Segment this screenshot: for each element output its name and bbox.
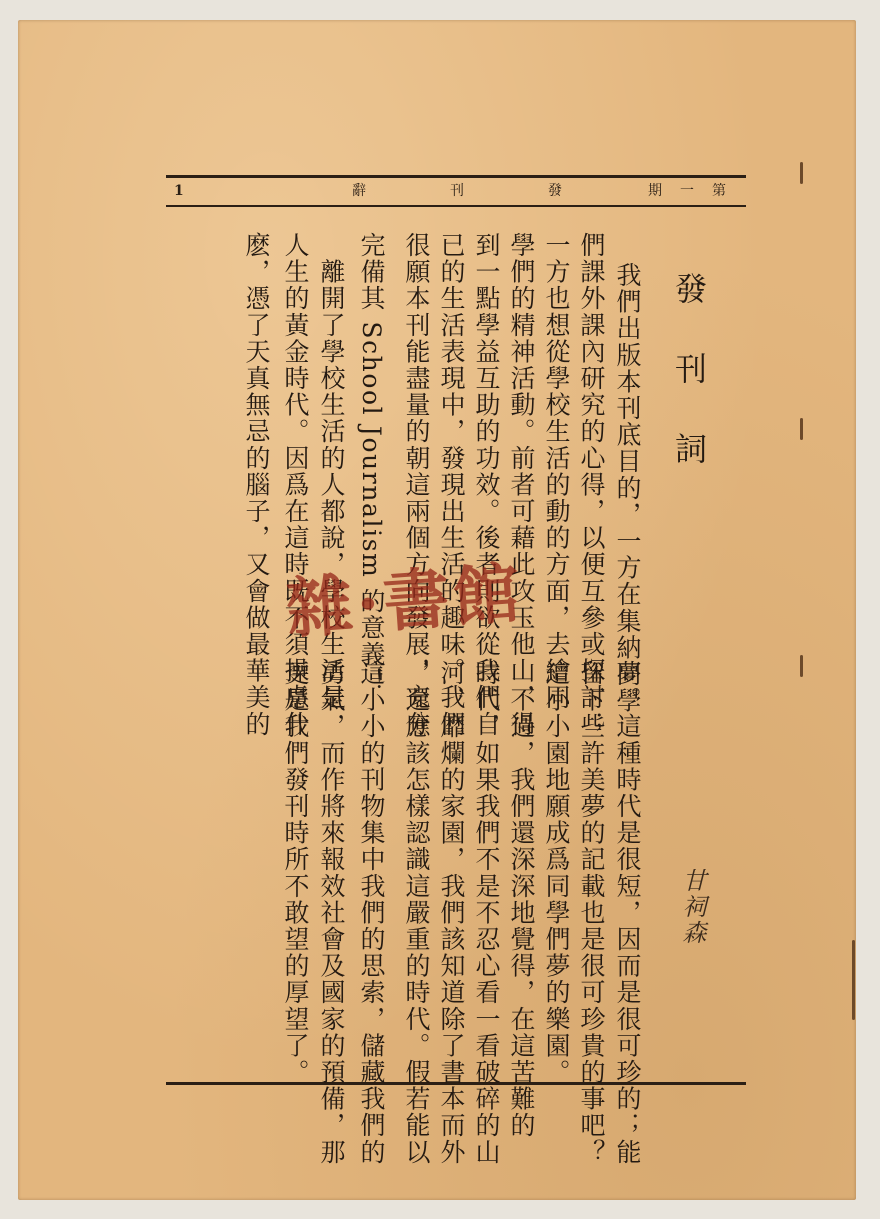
text-column: 河，靡爛的家園，我們該知道除了書本而外 xyxy=(437,660,466,1166)
binding-hole-mark xyxy=(852,940,855,1020)
text-column: 時代，如果我們不是不忍心看一看破碎的山 xyxy=(472,660,501,1166)
text-column: 勇氣，而作將來報效社會及國家的預備，那 xyxy=(317,660,346,1166)
text-column: 麽，憑了天真無忌的腦子，又會做最華美的 xyxy=(242,232,271,738)
issue-label xyxy=(648,181,726,201)
text-column: 留下些許美夢的記載也是很可珍貴的事吧？ xyxy=(577,660,606,1166)
header-rule-top xyxy=(166,175,746,178)
text-column: 人生的黃金時代。因爲在這時既不須操慮什 xyxy=(281,232,310,738)
library-stamp-watermark: 雜·書館 xyxy=(283,553,526,649)
running-title-char: 發 xyxy=(548,183,562,199)
text-column: 很願本刊能盡量的朝這兩個方向發展，充分 xyxy=(402,232,431,738)
text-column: 這小小園地願成爲同學們夢的樂園。 xyxy=(542,660,571,1086)
text-column: 更是我們發刊時所不敢望的厚望了。 xyxy=(281,660,310,1086)
text-column: 離開了學校生活的人都說，學校生活是 xyxy=(317,232,346,711)
issue-char: 一 xyxy=(680,183,694,199)
page-number: 1 xyxy=(174,183,184,199)
text-column: 夢。這種時代是很短，因而是很可珍的；能 xyxy=(613,660,642,1166)
text-column: 到一點學益互助的功效。後者則欲從我們自 xyxy=(472,232,501,738)
article-author: 甘祠森 xyxy=(678,868,706,946)
text-column: 已的生活表現中，發現出生活的趣味。我們 xyxy=(437,232,466,738)
text-column: 不過，我們還深深地覺得，在這苦難的 xyxy=(507,660,536,1139)
text-column: 我們出版本刊底目的，一方在集納同學 xyxy=(613,262,642,715)
text-column: 一方也想從學校生活的動的方面，去繪同 xyxy=(542,232,571,711)
issue-char: 期 xyxy=(648,183,662,199)
binding-hole-mark xyxy=(800,162,803,184)
issue-char: 第 xyxy=(712,183,726,199)
text-column: 這小小的刊物集中我們的思索，儲藏我們的 xyxy=(357,660,386,1166)
text-column: 學們的精神活動。前者可藉此攻玉他山，得 xyxy=(507,232,536,738)
article-title: 發刊詞 xyxy=(670,272,708,512)
running-title xyxy=(352,181,562,201)
header-rule-bottom xyxy=(166,205,746,207)
text-column: 們課外課內研究的心得，以便互參或探討； xyxy=(577,232,606,738)
text-column: ，還應該怎樣認識這嚴重的時代。假若能以 xyxy=(402,660,431,1166)
binding-hole-mark xyxy=(800,655,803,677)
text-column: 完備其 School Journalism 的意義！ xyxy=(357,232,386,695)
running-title-char: 辭 xyxy=(352,183,366,199)
binding-hole-mark xyxy=(800,418,803,440)
running-title-char: 刊 xyxy=(450,183,464,199)
